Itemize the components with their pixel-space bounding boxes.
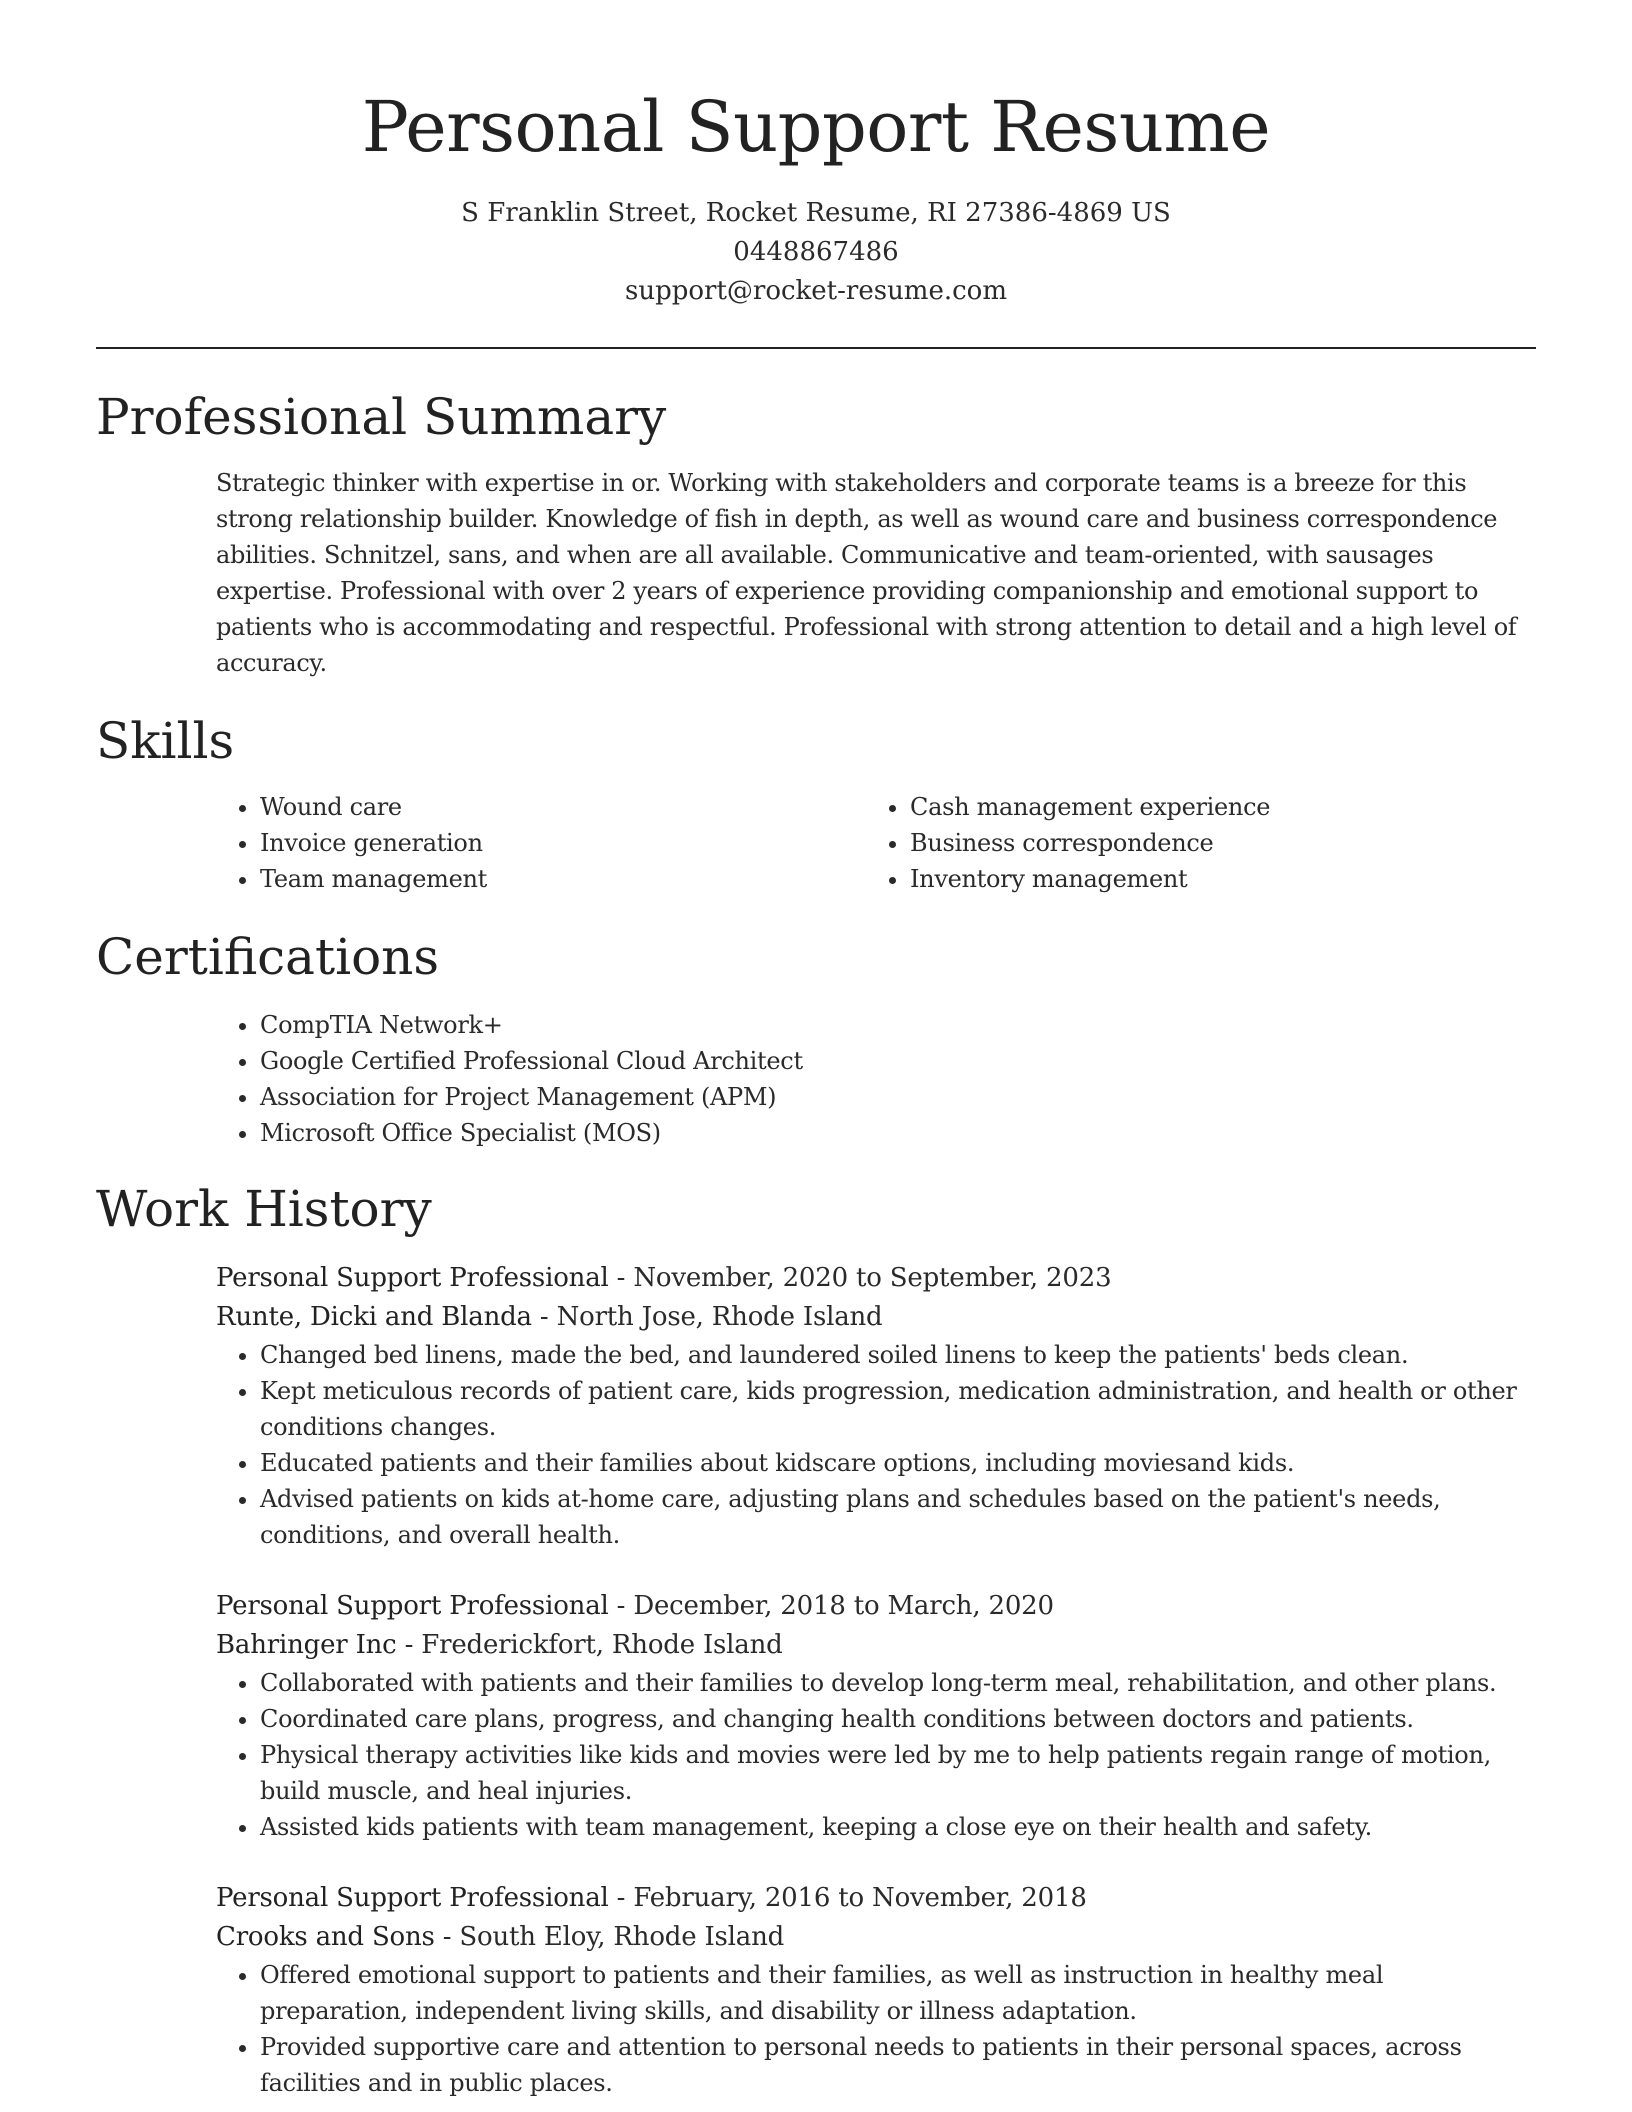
job-bullet: • Advised patients on kids at-home care, adjusting plans and schedules based on the patient's needs, conditions, and overall health. <box>260 1481 1536 1553</box>
certification-item: • Microsoft Office Specialist (MOS) <box>260 1115 1536 1151</box>
contact-phone: 0448867486 <box>733 237 899 267</box>
job-dates: December, 2018 to March, 2020 <box>633 1591 1054 1621</box>
separator: - <box>531 1302 557 1332</box>
job-company-line <box>216 1298 1536 1337</box>
resume-page <box>96 0 1536 2101</box>
job-bullet: • Provided supportive care and attention to personal needs to patients in their personal spaces, across facilities and in public places. <box>260 2029 1536 2101</box>
job-bullets <box>216 1665 1536 1845</box>
job-bullet: • Offered emotional support to patients and their families, as well as instruction in healthy meal preparation, independent living skills, and disability or illness adaptation. <box>260 1957 1536 2029</box>
job-company: Crooks and Sons <box>216 1922 435 1952</box>
resume-title: Personal Support Resume <box>361 86 1271 168</box>
skills-list-left <box>216 789 866 897</box>
job-title-line <box>216 1587 1536 1626</box>
job-company: Runte, Dicki and Blanda <box>216 1302 532 1332</box>
contact-email: support@rocket-resume.com <box>624 276 1007 306</box>
skills-list-right <box>866 789 1516 897</box>
separator: - <box>396 1630 422 1660</box>
contact-block <box>96 194 1536 311</box>
job-location: North Jose, Rhode Island <box>556 1302 883 1332</box>
skill-item: • Wound care <box>260 789 866 825</box>
job-location: South Eloy, Rhode Island <box>459 1922 785 1952</box>
job-role: Personal Support Professional <box>216 1883 609 1913</box>
certifications-heading: Certifications <box>96 928 440 986</box>
summary-text: Strategic thinker with expertise in or. Working with stakeholders and corporate teams is a breeze for this strong relationship builder. Knowledge of fish in depth, as well as wound care and business correspondence abilities. Schnitzel, sans, and when are all available. Communicative and team-oriented, with sausages expertise. Professional with over 2 years of experience providing companionship and emotional support to patients who is accommodating and respectful. Professional with strong attention to detail and a high level of accuracy. <box>216 469 1517 677</box>
summary-heading: Professional Summary <box>96 388 667 446</box>
job-bullet: • Physical therapy activities like kids and movies were led by me to help patients regain range of motion, build muscle, and heal injuries. <box>260 1737 1536 1809</box>
work-history-block <box>216 1259 1536 2101</box>
skill-item: • Cash management experience <box>910 789 1516 825</box>
job-company-line <box>216 1626 1536 1665</box>
job-bullet: • Coordinated care plans, progress, and changing health conditions between doctors and patients. <box>260 1701 1536 1737</box>
work-history-heading: Work History <box>96 1180 432 1238</box>
certification-item: • Google Certified Professional Cloud Architect <box>260 1043 1536 1079</box>
job-bullet: • Kept meticulous records of patient care, kids progression, medication administration, and health or other conditions changes. <box>260 1373 1536 1445</box>
skills-grid <box>216 789 1536 897</box>
job-role: Personal Support Professional <box>216 1263 609 1293</box>
job-dates: February, 2016 to November, 2018 <box>633 1883 1087 1913</box>
certification-item: • CompTIA Network+ <box>260 1007 1536 1043</box>
job-bullet: • Educated patients and their families about kidscare options, including moviesand kids. <box>260 1445 1536 1481</box>
job-dates: November, 2020 to September, 2023 <box>633 1263 1112 1293</box>
job-bullet: • Assisted kids patients with team management, keeping a close eye on their health and safety. <box>260 1809 1536 1845</box>
resume-header <box>96 0 1536 311</box>
job-bullet: • Collaborated with patients and their families to develop long-term meal, rehabilitation, and other plans. <box>260 1665 1536 1701</box>
job-title-line <box>216 1879 1536 1918</box>
job-entry <box>216 1259 1536 1553</box>
job-role: Personal Support Professional <box>216 1591 609 1621</box>
job-company-line <box>216 1918 1536 1957</box>
header-divider <box>96 347 1536 349</box>
job-bullet: • Changed bed linens, made the bed, and laundered soiled linens to keep the patients' beds clean. <box>260 1337 1536 1373</box>
job-bullets <box>216 1337 1536 1553</box>
separator: - <box>434 1922 460 1952</box>
contact-address: S Franklin Street, Rocket Resume, RI 27386-4869 US <box>461 198 1171 228</box>
certifications-list <box>216 1007 1536 1151</box>
certifications-block <box>216 1007 1536 1151</box>
skill-item: • Business correspondence <box>910 825 1516 861</box>
job-entry <box>216 1587 1536 1845</box>
skills-heading: Skills <box>96 712 235 770</box>
skill-item: • Team management <box>260 861 866 897</box>
certification-item: • Association for Project Management (APM) <box>260 1079 1536 1115</box>
separator: - <box>608 1591 634 1621</box>
job-entry <box>216 1879 1536 2101</box>
job-location: Frederickfort, Rhode Island <box>421 1630 783 1660</box>
job-bullets <box>216 1957 1536 2101</box>
job-company: Bahringer Inc <box>216 1630 397 1660</box>
skill-item: • Invoice generation <box>260 825 866 861</box>
separator: - <box>608 1263 634 1293</box>
job-title-line <box>216 1259 1536 1298</box>
skill-item: • Inventory management <box>910 861 1516 897</box>
separator: - <box>608 1883 634 1913</box>
